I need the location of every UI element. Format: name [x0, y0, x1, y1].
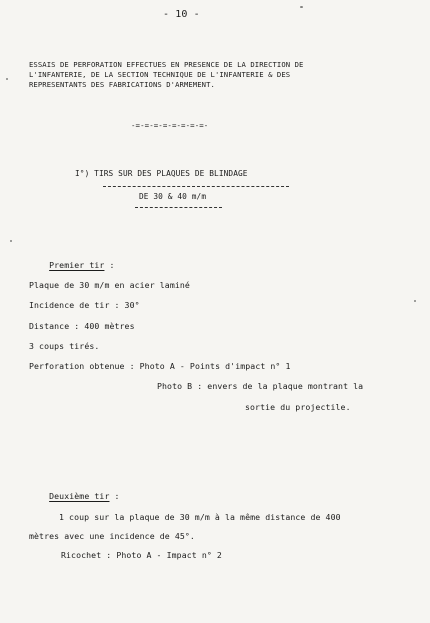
scan-speck: [10, 240, 12, 242]
deuxieme-tir-line: mètres avec une incidence de 45°.: [29, 531, 195, 541]
deuxieme-tir-line: 1 coup sur la plaque de 30 m/m à la même distance de 400: [59, 512, 341, 522]
premier-tir-heading-colon: :: [104, 260, 115, 270]
perforation-line: Perforation obtenue : Photo A - Points d'impact n° 1: [29, 361, 291, 371]
header-line-2: L'INFANTERIE, DE LA SECTION TECHNIQUE DE L'INFANTERIE & DES: [29, 70, 291, 79]
deuxieme-tir-heading-text: Deuxième tir: [49, 491, 110, 501]
photo-b-continuation: sortie du projectile.: [245, 402, 351, 412]
premier-tir-line: Plaque de 30 m/m en acier laminé: [29, 280, 190, 290]
scan-speck: [414, 300, 416, 302]
header-line-1: ESSAIS DE PERFORATION EFFECTUES EN PRESENCE DE LA DIRECTION DE: [29, 60, 304, 69]
section-subtitle-underline: [135, 207, 222, 208]
premier-tir-heading-text: Premier tir: [49, 260, 105, 270]
scan-speck: [6, 78, 8, 80]
separator: -=-=-=-=-=-=-=-=-: [131, 121, 209, 130]
section-title-underline: [103, 186, 289, 187]
premier-tir-line: 3 coups tirés.: [29, 341, 100, 351]
deuxieme-tir-line: Ricochet : Photo A - Impact n° 2: [61, 550, 222, 560]
section-title: I°) TIRS SUR DES PLAQUES DE BLINDAGE: [75, 169, 248, 178]
page-number: - 10 -: [163, 9, 200, 20]
premier-tir-heading: [29, 250, 115, 280]
deuxieme-tir-heading: [29, 481, 120, 511]
scan-speck: [300, 6, 303, 8]
deuxieme-tir-heading-colon: :: [109, 491, 120, 501]
photo-b-line: Photo B : envers de la plaque montrant la: [157, 381, 364, 391]
section-subtitle: DE 30 & 40 m/m: [139, 192, 207, 201]
header-line-3: REPRESENTANTS DES FABRICATIONS D'ARMEMENT.: [29, 80, 215, 89]
premier-tir-line: Incidence de tir : 30°: [29, 300, 140, 310]
premier-tir-line: Distance : 400 mètres: [29, 321, 135, 331]
